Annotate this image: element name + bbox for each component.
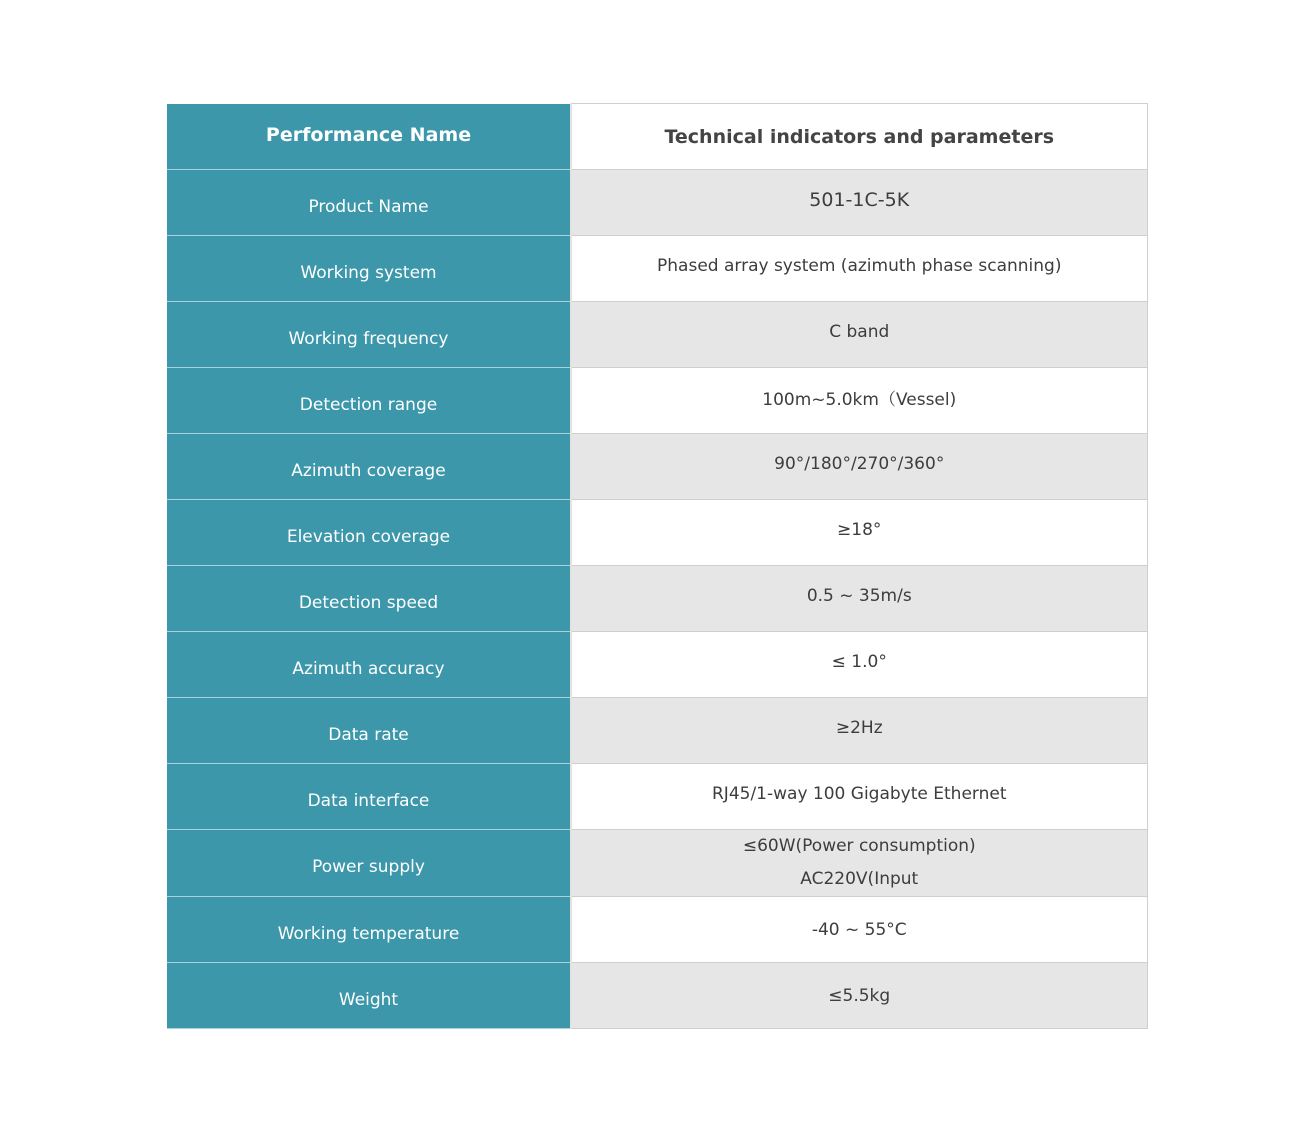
- row-label: Working system: [167, 236, 571, 302]
- row-value: 100m~5.0km（Vessel): [571, 368, 1147, 434]
- row-value: RJ45/1-way 100 Gigabyte Ethernet: [571, 764, 1147, 830]
- table-row: [167, 632, 1147, 698]
- row-label: Working frequency: [167, 302, 571, 368]
- table-row: [167, 897, 1147, 963]
- row-label: Azimuth accuracy: [167, 632, 571, 698]
- row-label: Data rate: [167, 698, 571, 764]
- row-label: Detection range: [167, 368, 571, 434]
- row-value: 501-1C-5K: [571, 170, 1147, 236]
- row-value-line: ≤60W(Power consumption): [742, 836, 976, 856]
- row-label: Data interface: [167, 764, 571, 830]
- table-row: [167, 830, 1147, 897]
- row-value: Phased array system (azimuth phase scanning): [571, 236, 1147, 302]
- table-header-row: [167, 104, 1147, 170]
- table-row: [167, 566, 1147, 632]
- table-row: [167, 764, 1147, 830]
- table-row: [167, 963, 1147, 1029]
- row-label: Product Name: [167, 170, 571, 236]
- table-row: [167, 368, 1147, 434]
- row-value: [571, 830, 1147, 897]
- row-value: ≥2Hz: [571, 698, 1147, 764]
- row-value: -40 ~ 55°C: [571, 897, 1147, 963]
- row-label: Azimuth coverage: [167, 434, 571, 500]
- row-value: 0.5 ~ 35m/s: [571, 566, 1147, 632]
- row-value: ≤ 1.0°: [571, 632, 1147, 698]
- row-value: ≤5.5kg: [571, 963, 1147, 1029]
- header-performance-name: Performance Name: [167, 104, 571, 170]
- table-row: [167, 170, 1147, 236]
- row-value: 90°/180°/270°/360°: [571, 434, 1147, 500]
- row-label: Detection speed: [167, 566, 571, 632]
- header-technical-indicators: Technical indicators and parameters: [571, 104, 1147, 170]
- spec-table: [167, 103, 1148, 1029]
- row-value: ≥18°: [571, 500, 1147, 566]
- row-label: Elevation coverage: [167, 500, 571, 566]
- row-value-line: AC220V(Input: [800, 869, 919, 889]
- table-row: [167, 302, 1147, 368]
- row-label: Power supply: [167, 830, 571, 897]
- table-row: [167, 434, 1147, 500]
- row-label: Weight: [167, 963, 571, 1029]
- table-row: [167, 698, 1147, 764]
- table-row: [167, 236, 1147, 302]
- row-label: Working temperature: [167, 897, 571, 963]
- table-row: [167, 500, 1147, 566]
- row-value: C band: [571, 302, 1147, 368]
